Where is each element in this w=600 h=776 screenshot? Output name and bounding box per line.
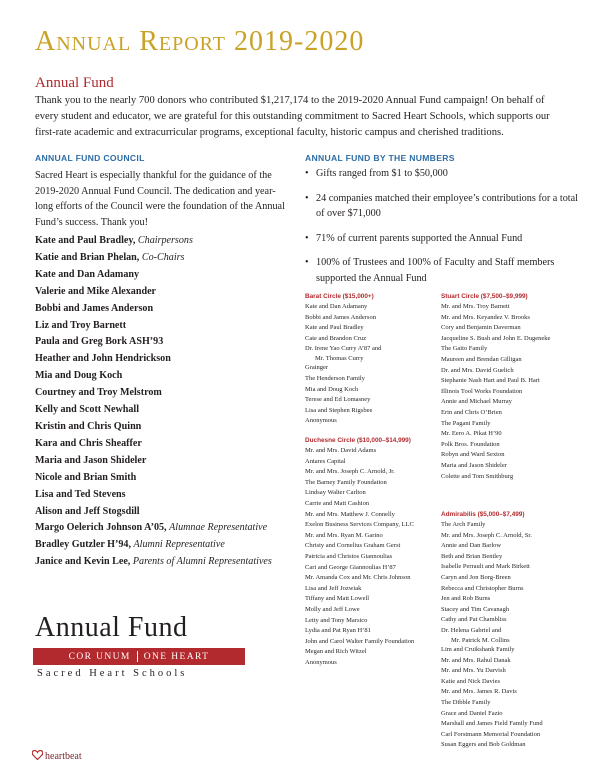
- donor-name: Exelon Business Services Company, LLC: [305, 521, 414, 529]
- council-member: [35, 368, 295, 385]
- donor-name: Cari and George Giannoulias H’87: [305, 563, 396, 571]
- member-name: Margo Oelerich Johnson A’05,: [35, 522, 167, 534]
- member-name: Bobbi and James Anderson: [35, 302, 154, 314]
- member-name: Valerie and Mike Alexander: [35, 285, 157, 297]
- donor-name: Maria and Jason Shideler: [441, 461, 507, 469]
- member-name: Nicole and Brian Smith: [35, 471, 137, 483]
- logo-subtitle: Sacred Heart Schools: [37, 668, 188, 679]
- donor-name: Mr. Patrick M. Collins: [451, 636, 510, 644]
- donor-name: Antares Capital: [305, 457, 346, 465]
- circle-title: Admirabilis ($5,000–$7,499): [441, 511, 525, 518]
- donor-name: Polk Bros. Foundation: [441, 440, 500, 448]
- donor-name: Carl Forstmann Memorial Foundation: [441, 730, 541, 738]
- donor-name: Mr. and Mrs. Rahul Danak: [441, 656, 511, 664]
- stuart-circle: [441, 293, 550, 482]
- donor-name: Mr. and Mrs. David Adams: [305, 447, 377, 454]
- donor-name: The Pagani Family: [441, 419, 491, 427]
- council-member: [35, 470, 295, 487]
- council-member: [35, 284, 295, 301]
- logo-band-right: ONE HEART: [143, 651, 210, 662]
- donor-name: The Henderson Family: [305, 375, 365, 383]
- member-name: Maria and Jason Shideler: [35, 454, 147, 466]
- donor-name: The Dibble Family: [441, 699, 491, 706]
- donor-name: Maureen and Brendan Gilligan: [441, 355, 522, 363]
- donor-name: Katie and Nick Davies: [441, 677, 501, 685]
- donor-name: Lim and Cruikshank Family: [441, 646, 515, 654]
- member-role: Parents of Alumni Representatives: [132, 556, 272, 568]
- donor-name: Grace and Daniel Fazio: [441, 709, 503, 717]
- donor-name: Cathy and Pat Chambliss: [441, 616, 507, 624]
- circle-title: Duchesne Circle ($10,000–$14,999): [305, 437, 411, 444]
- donor-name: Dr. and Mrs. David Guelich: [441, 366, 514, 374]
- donor-name: Mr. and Mrs. Keyandez V. Brooks: [441, 313, 530, 321]
- footer-text: heartbeat: [45, 750, 82, 762]
- circle-title: Barat Circle ($15,000+): [305, 293, 374, 300]
- donor-name: Annie and Dan Barlow: [441, 542, 502, 550]
- section-heading: Annual Fund: [35, 75, 114, 91]
- council-member: [35, 233, 295, 250]
- council-text: Sacred Heart is especially thankful for the guidance of the 2019-2020 Annual Fund Council. The dedication and year-long efforts of the Council were the foundation of the Annual Fund’s success. Thank you!: [35, 170, 285, 228]
- council-member: [35, 419, 295, 436]
- member-name: Heather and John Hendrickson: [35, 353, 171, 365]
- donor-name: Kate and Dan Adamany: [305, 303, 368, 310]
- donor-name: Isabelle Perrault and Mark Birkett: [441, 563, 530, 571]
- donor-name: Mr. and Mrs. Joseph C. Arnold, Sr.: [441, 531, 532, 539]
- donor-name: Christy and Cornelius Graham Gerst: [305, 542, 401, 550]
- donor-name: Terese and Ed Lomasney: [305, 396, 371, 404]
- donor-name: Molly and Jeff Lowe: [305, 605, 360, 613]
- donor-name: Caryn and Jon Borg-Breen: [441, 573, 511, 581]
- member-name: Kate and Paul Bradley,: [35, 235, 136, 246]
- numbers-item: [305, 255, 585, 286]
- numbers-item: [305, 231, 585, 247]
- donor-name: Lydia and Pat Ryan H’81: [305, 627, 371, 635]
- duchesne-circle: [305, 437, 414, 668]
- donor-name: Mr. Amanda Cox and Mr. Chris Johnson: [305, 574, 411, 582]
- donor-name: Bobbi and James Anderson: [305, 313, 376, 321]
- donor-name: Erin and Chris O’Brien: [441, 408, 502, 416]
- council-member: [35, 385, 295, 402]
- donor-list: [441, 302, 550, 482]
- admirabilis-circle: [441, 511, 543, 751]
- logo-band-divider: [137, 651, 138, 662]
- council-member: [35, 436, 295, 453]
- donor-name: Lisa and Stephen Rigsbee: [305, 406, 373, 414]
- intro-paragraph: Thank you to the nearly 700 donors who contributed $1,217,174 to the 2019-2020 Annual Fund campaign! On behalf of every student and educator, we are grateful for this outstanding commitment to Sacred Heart Schools, which supports our first-rate academic and extracurricular programs, exceptional faculty, historic campus and cherished traditions.: [35, 95, 550, 138]
- donor-name: Grainger: [305, 364, 329, 372]
- donor-name: Lisa and Jeff Jozwiak: [305, 584, 362, 592]
- donor-name: Mr. and Mrs. Matthew J. Connelly: [305, 510, 395, 518]
- council-members-list: [35, 233, 295, 571]
- donor-name: The Barney Family Foundation: [305, 478, 387, 486]
- donor-list: [305, 302, 381, 427]
- donor-list: [441, 520, 543, 751]
- donor-name: Cory and Benjamin Daverman: [441, 324, 521, 332]
- donor-name: Kate and Paul Bradley: [305, 324, 364, 332]
- council-member: [35, 504, 295, 521]
- circle-title: Stuart Circle ($7,500–$9,999): [441, 293, 528, 300]
- numbers-item-text: Gifts ranged from $1 to $50,000: [316, 168, 448, 179]
- numbers-item: [305, 166, 585, 182]
- numbers-heading: ANNUAL FUND BY THE NUMBERS: [305, 153, 455, 163]
- donor-name: Illinois Tool Works Foundation: [441, 387, 523, 395]
- council-heading: ANNUAL FUND COUNCIL: [35, 153, 145, 163]
- member-role: Alumni Representative: [133, 539, 225, 551]
- page-title: Annual Report 2019-2020: [35, 26, 365, 57]
- member-name: Courtney and Troy Melstrom: [35, 387, 162, 399]
- council-member: [35, 301, 295, 318]
- donor-name: Mr. and Mrs. Joseph C. Arnold, Jr.: [305, 468, 395, 476]
- donor-name: Robyn and Ward Sexton: [441, 451, 505, 459]
- donor-name: Beth and Brian Bentley: [441, 552, 503, 560]
- donor-name: Stacey and Tim Cavanagh: [441, 605, 510, 613]
- donor-name: Tiffany and Matt Lowell: [305, 595, 370, 603]
- member-name: Kelly and Scott Newhall: [35, 404, 140, 416]
- donor-list: [305, 446, 414, 668]
- council-member: [35, 351, 295, 368]
- member-name: Bradley Gutzler H’94,: [35, 539, 131, 551]
- donor-name: The Gaito Family: [441, 345, 488, 353]
- council-member: [35, 554, 295, 571]
- footer-brand: [32, 747, 82, 765]
- numbers-list: [305, 166, 585, 295]
- annual-fund-logo: [33, 612, 283, 679]
- member-name: Kara and Chris Sheaffer: [35, 437, 142, 449]
- member-role: Co-Chairs: [141, 251, 185, 263]
- bullet-icon: •: [305, 192, 309, 204]
- donor-name: Mr. and Mrs. Ryan M. Garino: [305, 531, 383, 539]
- council-member: [35, 250, 295, 267]
- donor-name: Annie and Michael Murray: [441, 398, 512, 406]
- donor-name: Mia and Doug Koch: [305, 385, 359, 393]
- donor-name: Megan and Rich Witzel: [305, 648, 367, 656]
- donor-name: John and Carol Walter Family Foundation: [305, 637, 415, 645]
- donor-name: Mr. and Mrs. James R. Davis: [441, 688, 517, 696]
- council-member: [35, 402, 295, 419]
- donor-name: Letty and Tony Marsico: [305, 616, 368, 624]
- donor-name: Anonymous: [305, 658, 337, 666]
- heart-icon: [32, 747, 43, 765]
- donor-name: Anonymous: [305, 417, 337, 425]
- member-name: Mia and Doug Koch: [35, 370, 123, 382]
- member-role: Chairpersons: [137, 235, 193, 246]
- donor-name: Susan Eggers and Bob Goldman: [441, 741, 526, 749]
- member-name: Janice and Kevin Lee,: [35, 556, 131, 568]
- donor-name: Dr. Irene Yao Curry A’87 and: [305, 345, 382, 353]
- member-name: Kristin and Chris Quinn: [35, 420, 142, 432]
- donor-name: Stephanie Nash Hart and Paul B. Hart: [441, 377, 540, 385]
- numbers-item-text: 71% of current parents supported the Annual Fund: [316, 232, 523, 244]
- council-member: [35, 267, 295, 284]
- member-name: Alison and Jeff Stogsdill: [35, 505, 140, 517]
- logo-band: [33, 648, 245, 665]
- member-name: Paula and Greg Bork ASH’93: [35, 336, 164, 348]
- council-member: [35, 318, 295, 335]
- donor-name: Patricia and Christos Giannoulias: [305, 552, 393, 560]
- council-member: [35, 487, 295, 504]
- donor-name: Dr. Helena Gabriel and: [441, 626, 502, 634]
- donor-name: Cate and Brandon Cruz: [305, 334, 367, 342]
- council-member: [35, 453, 295, 470]
- numbers-item-text: 100% of Trustees and 100% of Faculty and Staff members supported the Annual Fund: [316, 257, 555, 284]
- donor-name: Jacqueline S. Bush and John E. Dugeneke: [441, 334, 551, 342]
- donor-name: Marshall and James Field Family Fund: [441, 720, 543, 728]
- logo-title: Annual Fund: [35, 612, 188, 643]
- member-name: Katie and Brian Phelan,: [35, 251, 140, 263]
- member-name: Liz and Troy Barnett: [35, 319, 127, 331]
- barat-circle: [305, 293, 381, 427]
- donor-name: Jen and Rob Burns: [441, 595, 491, 603]
- donor-name: Carrie and Matt Cashion: [305, 499, 370, 507]
- bullet-icon: •: [305, 168, 309, 179]
- numbers-item: [305, 191, 585, 222]
- donor-name: Lindsay Walter Carlton: [305, 489, 366, 497]
- council-member: [35, 520, 295, 537]
- member-role: Alumnae Representative: [169, 522, 268, 534]
- donor-name: The Arch Family: [441, 521, 486, 528]
- donor-name: Mr. Thomas Curry: [315, 354, 364, 362]
- donor-name: Colette and Tom Smithburg: [441, 472, 514, 480]
- logo-band-left: COR UNUM: [68, 651, 131, 662]
- bullet-icon: •: [305, 232, 309, 244]
- donor-name: Mr. and Mrs. Troy Barnett: [441, 303, 510, 310]
- donor-name: Rebecca and Christopher Burns: [441, 584, 524, 592]
- council-member: [35, 334, 295, 351]
- council-member: [35, 537, 295, 554]
- numbers-item-text: 24 companies matched their employee’s contributions for a total of over $71,000: [316, 192, 578, 219]
- member-name: Kate and Dan Adamany: [35, 268, 140, 280]
- donor-name: Mr. and Mrs. Yu Darvish: [441, 667, 506, 675]
- bullet-icon: •: [305, 257, 309, 268]
- member-name: Lisa and Ted Stevens: [35, 488, 126, 500]
- donor-name: Mr. Eero A. Pikat H’90: [441, 430, 502, 438]
